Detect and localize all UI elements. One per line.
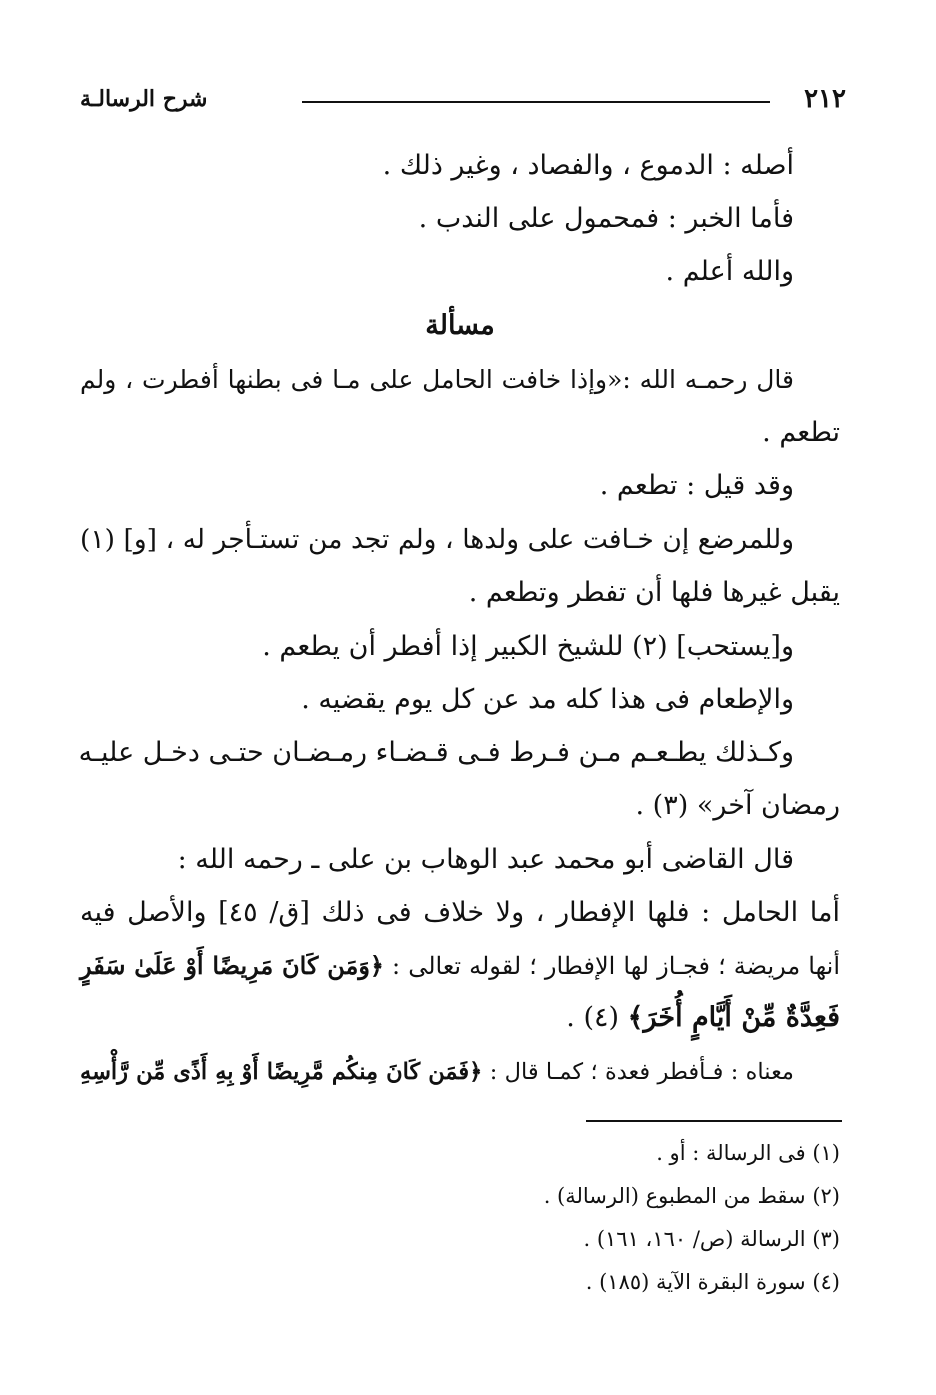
- body-line: أما الحامل : فلها الإفطار ، ولا خلاف فى ذلك [ق/ ٤٥] والأصل فيه: [80, 897, 840, 928]
- body-line: أصله : الدموع ، والفصاد ، وغير ذلك .: [382, 150, 794, 181]
- body-line: قال القاضى أبو محمد عبد الوهاب بن على ـ رحمه الله :: [177, 844, 794, 875]
- body-text: معناه : فـأفطر فعدة ؛ كمـا قال :: [489, 1059, 794, 1085]
- body-text: أنها مريضة ؛ فجـاز لها الإفطار ؛ لقوله تعالى :: [392, 952, 840, 980]
- body-line: [80, 946, 840, 986]
- body-line: وللمرضع إن خـافت على ولدها ، ولم تجد من تستـأجر له ، [و] (١): [80, 524, 794, 555]
- page-number: ٢١٢: [804, 84, 846, 114]
- running-header: [80, 82, 846, 116]
- running-title: شرح الرسالـة: [80, 86, 208, 112]
- footnote-rule: [586, 1120, 842, 1122]
- quran-quote: ﴿فَمَن كَانَ مِنكُم مَّرِيضًا أَوْ بِهِ أَذًى مِّن رَّأْسِهِ: [80, 1059, 483, 1085]
- header-rule: [302, 101, 770, 103]
- footnote: (١) فى الرسالة : أو .: [656, 1141, 840, 1165]
- footnote: (٤) سورة البقرة الآية (١٨٥) .: [585, 1270, 840, 1294]
- body-line: [80, 1052, 840, 1092]
- body-line: قال رحمـه الله :«وإذا خافت الحامل على مـا فى بطنها أفطرت ، ولم: [80, 365, 794, 394]
- body-line: وكـذلك يطـعـم مـن فـرط فـى قـضـاء رمـضـان حتـى دخـل عليـه: [78, 737, 794, 768]
- body-line: وقد قيل : تطعم .: [599, 470, 794, 501]
- body-line: فأما الخبر : فمحمول على الندب .: [418, 203, 794, 234]
- body-line: تطعم .: [762, 417, 840, 448]
- body-line: يقبل غيرها فلها أن تفطر وتطعم .: [468, 577, 840, 608]
- body-line: و[يستحب] (٢) للشيخ الكبير إذا أفطر أن يطعم .: [262, 631, 794, 662]
- body-line: والإطعام فى هذا كله مد عن كل يوم يقضيه .: [301, 684, 794, 715]
- body-line: رمضان آخر» (٣) .: [635, 790, 840, 821]
- footnote: (٢) سقط من المطبوع (الرسالة) .: [543, 1184, 840, 1208]
- footnote-ref: (٤) .: [566, 1002, 620, 1033]
- body-line: والله أعلم .: [665, 256, 794, 287]
- footnote: (٣) الرسالة (ص/ ١٦٠، ١٦١) .: [583, 1227, 840, 1251]
- quran-quote: ﴿وَمَن كَانَ مَرِيضًا أَوْ عَلَىٰ سَفَرٍ: [80, 951, 384, 980]
- quran-quote: فَعِدَّةٌ مِّنْ أَيَّامٍ أُخَرَ﴾: [627, 1002, 840, 1033]
- section-title: مسألة: [425, 310, 495, 341]
- body-line: [80, 998, 840, 1038]
